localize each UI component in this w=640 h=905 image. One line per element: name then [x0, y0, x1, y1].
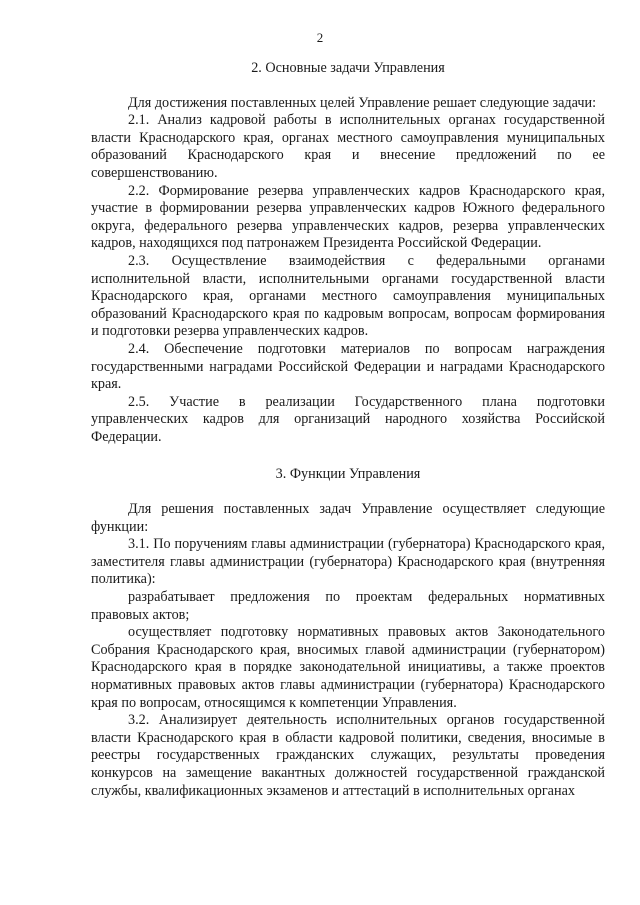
- section-2-heading: 2. Основные задачи Управления: [251, 60, 445, 76]
- item-2-5: 2.5. Участие в реализации Государственного плана подготовки управленческих кадров для организаций народного хозяйства Российской Федерации.: [91, 393, 605, 445]
- item-2-3: 2.3. Осуществление взаимодействия с федеральными органами исполнительной власти, исполнительными органами государственной власти Краснодарского края, органами местного самоуправления муниципальных образований Краснодарского края по кадровым вопросам, вопросам формирования и подготовки резерва управленческих кадров.: [91, 252, 605, 340]
- section-2-intro: Для достижения поставленных целей Управление решает следующие задачи:: [128, 94, 597, 111]
- item-2-1: 2.1. Анализ кадровой работы в исполнительных органах государственной власти Краснодарского края, органах местного самоуправления муниципальных образований Краснодарского края и внесение предложений по ее совершенствованию.: [91, 112, 605, 181]
- section-3-heading: 3. Функции Управления: [275, 466, 421, 483]
- item-2-4: 2.4. Обеспечение подготовки материалов по вопросам награждения государственными наградами Российской Федерации и наградами Краснодарского края.: [91, 340, 605, 393]
- item-3-1: 3.1. По поручениям главы администрации (губернатора) Краснодарского края, заместителя главы администрации (губернатора) Краснодарского края (внутренняя политика):: [91, 536, 605, 588]
- section-3-intro: Для решения поставленных задач Управление осуществляет следующие функции:: [91, 501, 605, 535]
- item-3-1-b: осуществляет подготовку нормативных правовых актов Законодательного Собрания Краснодарского края, вносимых главой администрации (губернатором) Краснодарского края в порядке законодательной инициативы, а также проектов нормативных правовых актов главы администрации (губернатора) Краснодарского края по вопросам, относящимся к компетенции Управления.: [91, 624, 605, 711]
- item-3-2: 3.2. Анализирует деятельность исполнительных органов государственной власти Краснодарского края в области кадровой политики, сведения, вносимые в реестры государственных гражданских служащих, результаты проведения конкурсов на замещение вакантных должностей государственной гражданской службы, квалификационных экзаменов и аттестаций в исполнительных органах: [91, 712, 605, 799]
- document-body: [91, 60, 605, 800]
- item-2-2: 2.2. Формирование резерва управленческих кадров Краснодарского края, участие в формировании резерва управленческих кадров Южного федерального округа, федерального резерва управленческих кадров, резерва управленческих кадров, находящихся под патронажем Президента Российской Федерации.: [91, 182, 605, 252]
- page-number: 2: [316, 30, 324, 45]
- item-3-1-a: разрабатывает предложения по проектам федеральных нормативных правовых актов;: [91, 589, 605, 623]
